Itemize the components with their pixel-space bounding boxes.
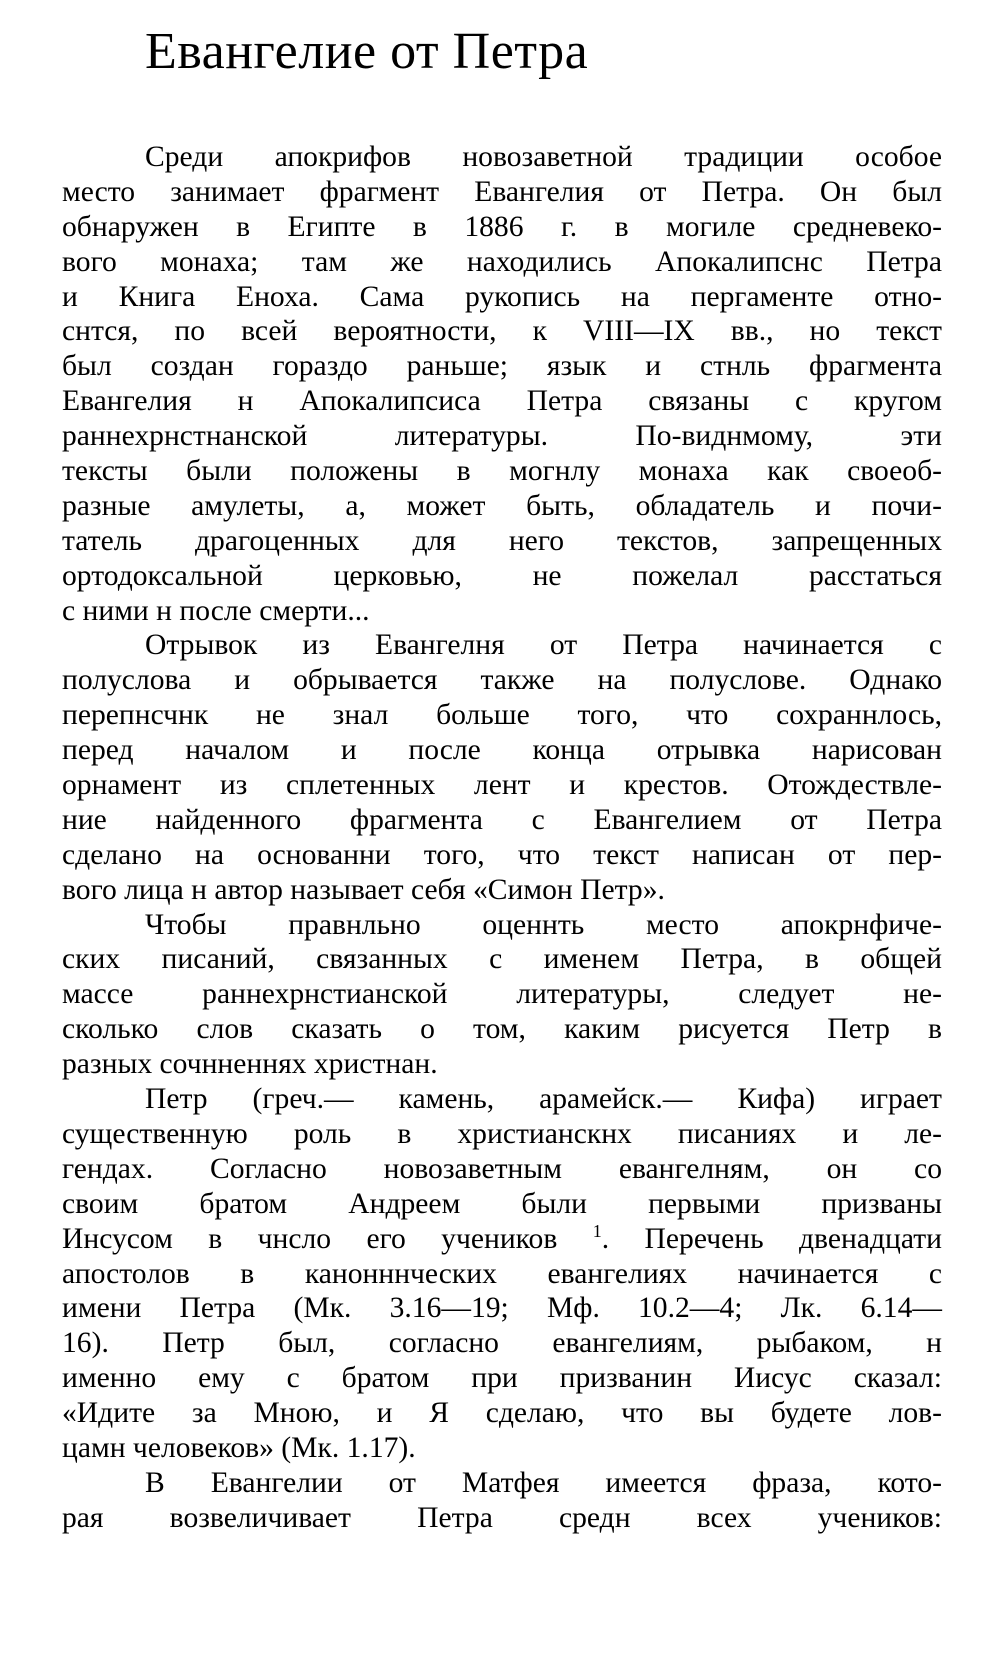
text-line: Евангелия н Апокалипсиса Петра связаны с кругом <box>62 385 942 418</box>
paragraph <box>62 908 942 1082</box>
text-line: татель драгоценных для него текстов, запрещенных <box>62 524 942 557</box>
text-line: перепнсчнк не знал больше того, что сохраннлось, <box>62 699 942 732</box>
text-line: орнамент из сплетенных лент и крестов. Отождествле- <box>62 769 942 802</box>
text-line: ских писаний, связанных с именем Петра, в общей <box>62 943 942 976</box>
text-line: ортодоксальной церковью, не пожелал расстаться <box>62 559 942 592</box>
text-line: сделано на основанни того, что текст написан от пер- <box>62 838 942 871</box>
body-text <box>62 140 942 1536</box>
text-line: своим братом Андреем были первыми призваны <box>62 1187 942 1220</box>
text-segment: . Перечень двенадцати <box>601 1222 942 1255</box>
text-line: гендах. Согласно новозаветным евангелням, он со <box>62 1152 942 1185</box>
text-line: тексты были положены в могнлу монаха как своеоб- <box>62 455 942 488</box>
text-line: разных сочнненнях христнан. <box>62 1048 438 1081</box>
text-line: апостолов в канонннческих евангелиях начинается с <box>62 1257 942 1290</box>
text-line: раннехрнстнанской литературы. По-виднмому, эти <box>62 420 942 453</box>
text-line: именно ему с братом при призванин Иисус сказал: <box>62 1362 942 1395</box>
text-line: снтся, по всей вероятности, к VIII—IX вв., но текст <box>62 315 942 348</box>
paragraph <box>62 1082 942 1466</box>
text-line: вого монаха; там же находились Апокалипснс Петра <box>62 245 942 278</box>
text-line: обнаружен в Египте в 1886 г. в могиле средневеко- <box>62 210 942 243</box>
text-line: перед началом и после конца отрывка нарисован <box>62 734 942 767</box>
paragraph <box>62 628 942 907</box>
text-line: вого лица н автор называет себя «Симон Петр». <box>62 873 665 906</box>
text-line: Отрывок из Евангелня от Петра начинается с <box>145 629 942 662</box>
paragraph <box>62 140 942 628</box>
text-segment: Инсусом в чнсло его учеников <box>62 1222 558 1255</box>
text-line: место занимает фрагмент Евангелия от Петра. Он был <box>62 175 942 208</box>
text-line-with-footnote <box>62 1222 942 1257</box>
text-line: рая возвеличивает Петра средн всех учеников: <box>62 1501 942 1534</box>
text-line: Чтобы правнльно оценнть место апокрнфиче- <box>145 908 942 941</box>
text-line: и Книга Еноха. Сама рукопись на пергаменте отно- <box>62 280 942 313</box>
text-line: цамн человеков» (Мк. 1.17). <box>62 1431 416 1464</box>
text-line: Петр (греч.— камень, арамейск.— Кифа) играет <box>145 1083 942 1116</box>
text-line: Среди апокрифов новозаветной традиции особое <box>145 141 942 173</box>
text-line: 16). Петр был, согласно евангелиям, рыбаком, н <box>62 1327 942 1360</box>
text-line: разные амулеты, а, может быть, обладатель и почи- <box>62 489 942 522</box>
text-line: с ними н после смерти... <box>62 594 370 627</box>
text-line: был создан гораздо раньше; язык и стнль фрагмента <box>62 350 942 383</box>
text-line: В Евангелии от Матфея имеется фраза, кото- <box>145 1466 942 1499</box>
footnote-marker: 1 <box>592 1220 602 1241</box>
text-line: существенную роль в христианскнх писаниях и ле- <box>62 1117 942 1150</box>
text-line: имени Петра (Мк. 3.16—19; Мф. 10.2—4; Лк. 6.14— <box>62 1292 942 1325</box>
text-line: массе раннехрнстианской литературы, следует не- <box>62 978 942 1011</box>
text-line: сколько слов сказать о том, каким рисуется Петр в <box>62 1013 942 1046</box>
text-line: полуслова и обрывается также на полуслове. Однако <box>62 664 942 697</box>
text-line: «Идите за Мною, и Я сделаю, что вы будете лов- <box>62 1397 942 1430</box>
chapter-title: Евангелие от Петра <box>145 23 589 80</box>
paragraph <box>62 1466 942 1536</box>
text-line: ние найденного фрагмента с Евангелием от Петра <box>62 803 942 836</box>
